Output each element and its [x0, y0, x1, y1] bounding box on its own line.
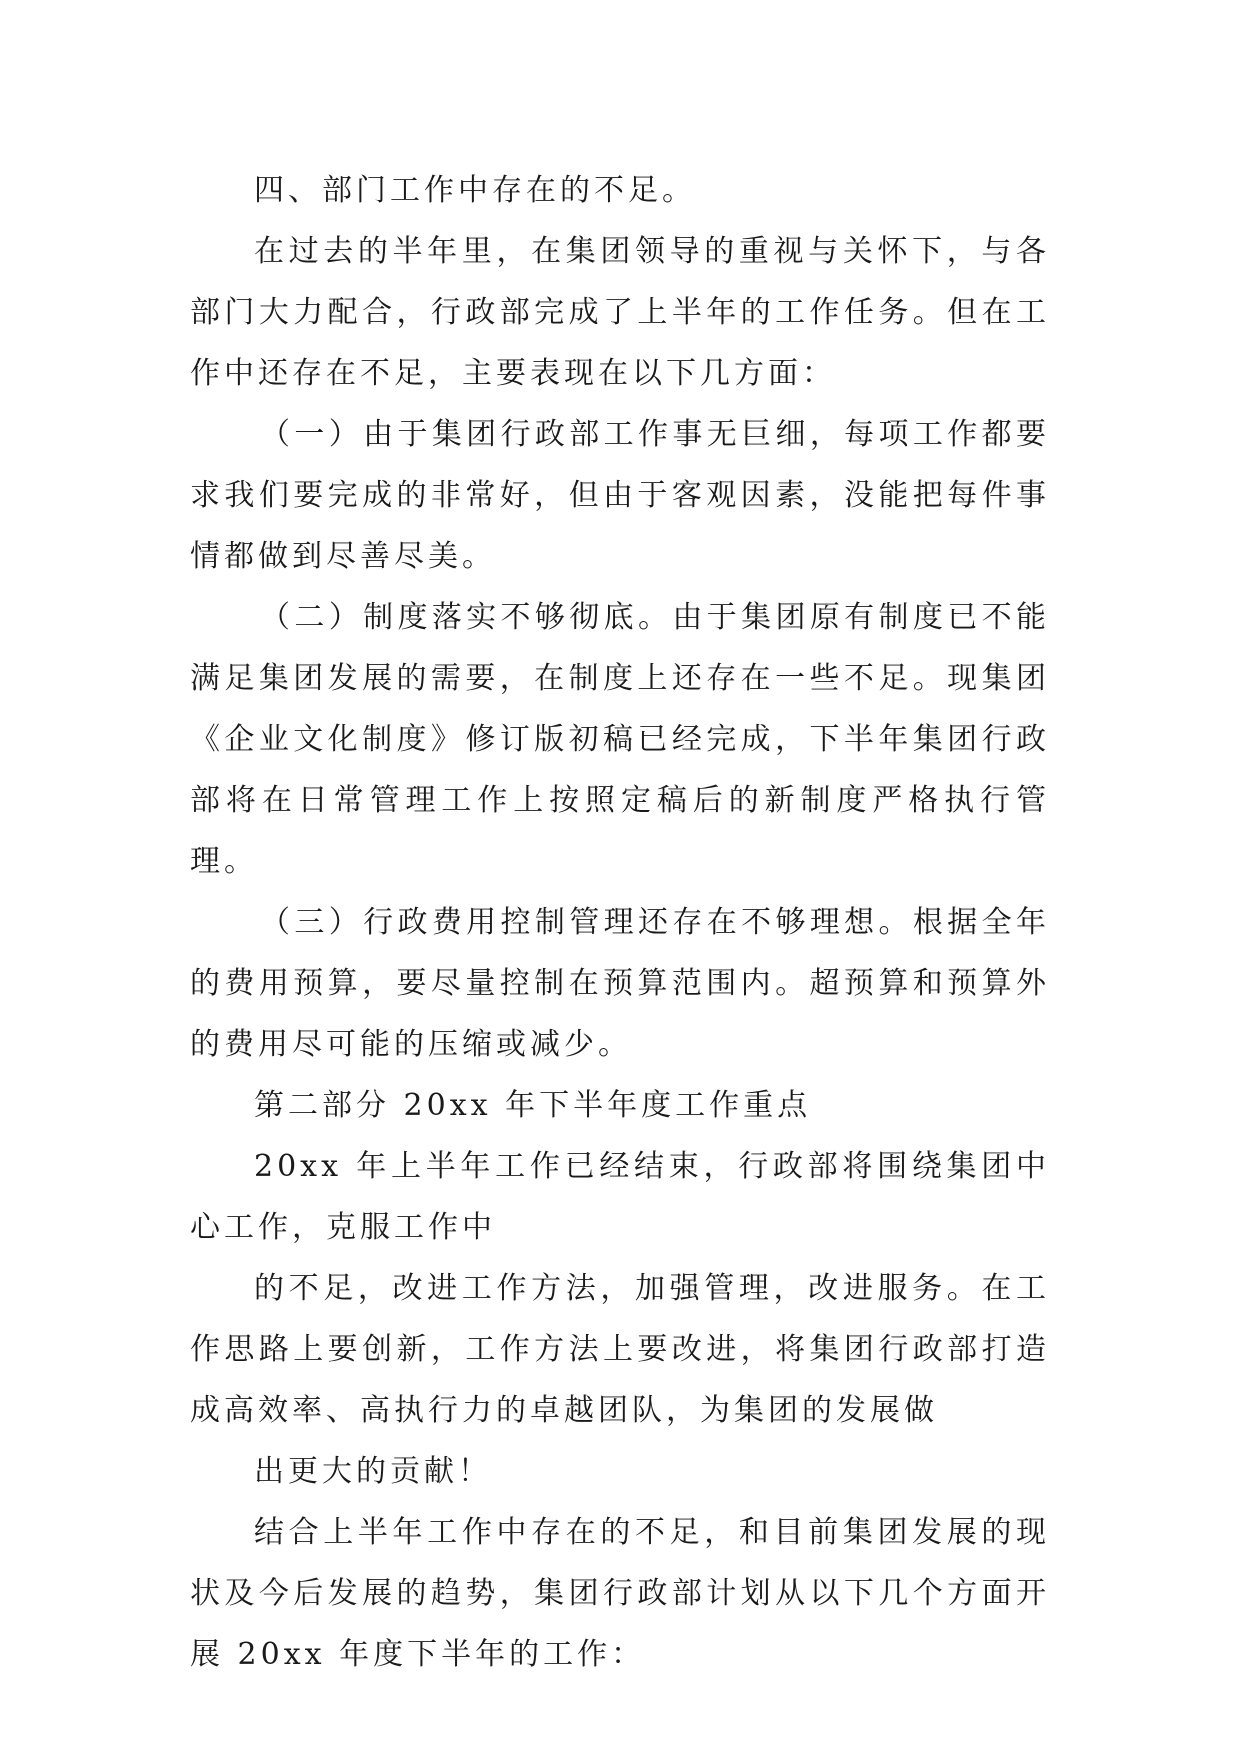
document-body	[190, 160, 1050, 1685]
section-heading-deficiencies: 四、部门工作中存在的不足。	[254, 173, 696, 208]
paragraph-plan: 结合上半年工作中存在的不足，和目前集团发展的现状及今后发展的趋势，集团行政部计划从以下几个方面开展 20xx 年度下半年的工作：	[190, 1515, 1050, 1672]
paragraph-contribution: 出更大的贡献！	[254, 1454, 492, 1489]
paragraph-item-3: （三）行政费用控制管理还存在不够理想。根据全年的费用预算，要尽量控制在预算范围内。超预算和预算外的费用尽可能的压缩或减少。	[190, 905, 1050, 1062]
paragraph-part-two-intro: 20xx 年上半年工作已经结束，行政部将围绕集团中心工作，克服工作中	[190, 1149, 1050, 1245]
paragraph-part-two-continued: 的不足，改进工作方法，加强管理，改进服务。在工作思路上要创新，工作方法上要改进，将集团行政部打造成高效率、高执行力的卓越团队，为集团的发展做	[190, 1271, 1050, 1428]
paragraph-item-2: （二）制度落实不够彻底。由于集团原有制度已不能满足集团发展的需要，在制度上还存在一些不足。现集团《企业文化制度》修订版初稿已经完成，下半年集团行政部将在日常管理工作上按照定稿后的新制度严格执行管理。	[190, 600, 1050, 879]
section-heading-part-two: 第二部分 20xx 年下半年度工作重点	[254, 1088, 812, 1123]
paragraph-intro: 在过去的半年里，在集团领导的重视与关怀下，与各部门大力配合，行政部完成了上半年的工作任务。但在工作中还存在不足，主要表现在以下几方面：	[190, 234, 1050, 391]
paragraph-item-1: （一）由于集团行政部工作事无巨细，每项工作都要求我们要完成的非常好，但由于客观因素，没能把每件事情都做到尽善尽美。	[190, 417, 1050, 574]
